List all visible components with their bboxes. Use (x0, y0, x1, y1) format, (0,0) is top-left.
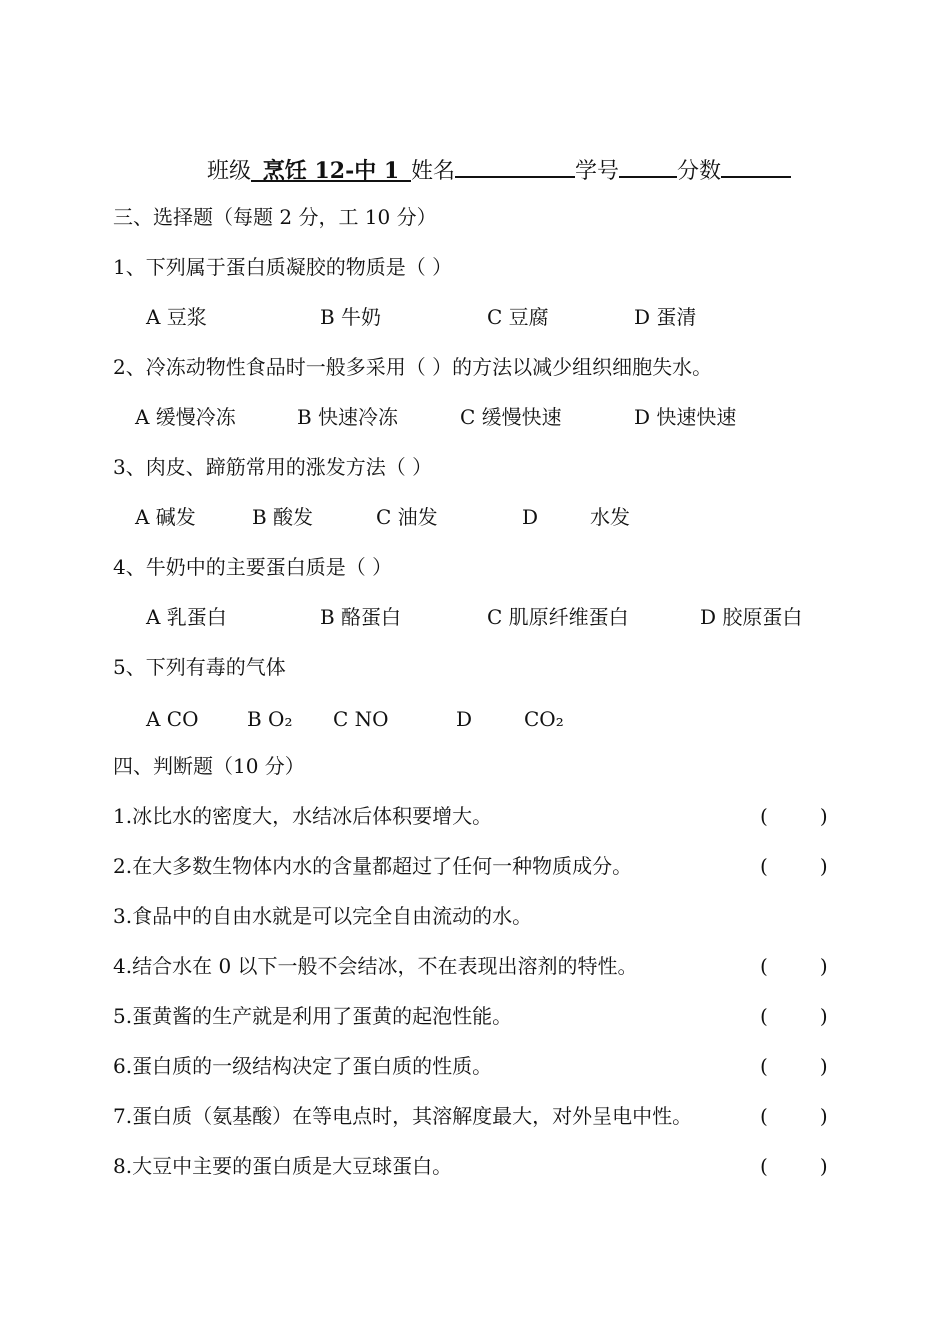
judge-item-7: 7.蛋白质（氨基酸）在等电点时，其溶解度最大，对外呈电中性。 (113, 1104, 693, 1128)
q2-option-d: D 快速快速 (634, 405, 737, 429)
q1-option-d: D 蛋清 (634, 305, 697, 329)
name-blank (455, 152, 575, 178)
question-1: 1、下列属于蛋白质凝胶的物质是（ ） (113, 255, 453, 279)
q2-option-c: C 缓慢快速 (460, 405, 562, 429)
q1-option-b: B 牛奶 (320, 305, 382, 329)
q3-option-a: A 碱发 (135, 505, 196, 529)
q5-option-b: B O₂ (247, 707, 293, 731)
judge-item-5-answer[interactable]: ( ) (760, 1004, 828, 1028)
judge-item-5: 5.蛋黄酱的生产就是利用了蛋黄的起泡性能。 (113, 1004, 513, 1028)
judge-item-2: 2.在大多数生物体内水的含量都超过了任何一种物质成分。 (113, 854, 633, 878)
student-id-blank (619, 152, 677, 178)
student-id-label: 学号 (575, 159, 620, 184)
question-2: 2、冷冻动物性食品时一般多采用（ ）的方法以减少组织细胞失水。 (113, 355, 713, 379)
section4-title: 四、判断题（10 分） (113, 754, 305, 778)
q4-option-d: D 胶原蛋白 (700, 605, 803, 629)
class-label: 班级 (207, 159, 252, 184)
judge-item-7-answer[interactable]: ( ) (760, 1104, 828, 1128)
q5-option-d-letter: D (456, 707, 473, 731)
q3-option-d-text: 水发 (590, 505, 630, 529)
q2-option-a: A 缓慢冷冻 (135, 405, 236, 429)
q1-option-c: C 豆腐 (487, 305, 549, 329)
q4-option-a: A 乳蛋白 (146, 605, 227, 629)
q5-option-c: C NO (333, 707, 389, 731)
judge-item-8: 8.大豆中主要的蛋白质是大豆球蛋白。 (113, 1154, 453, 1178)
question-3: 3、肉皮、蹄筋常用的涨发方法（ ） (113, 455, 433, 479)
score-blank (721, 152, 791, 178)
q3-option-b: B 酸发 (252, 505, 314, 529)
name-label: 姓名 (411, 159, 456, 184)
question-4: 4、牛奶中的主要蛋白质是（ ） (113, 555, 393, 579)
judge-item-1: 1.冰比水的密度大，水结冰后体积要增大。 (113, 804, 493, 828)
judge-item-6: 6.蛋白质的一级结构决定了蛋白质的性质。 (113, 1054, 493, 1078)
q3-option-d-letter: D (522, 505, 539, 529)
class-value: 烹饪 12-中 1 (251, 156, 411, 182)
q2-option-b: B 快速冷冻 (297, 405, 399, 429)
judge-item-1-answer[interactable]: ( ) (760, 804, 828, 828)
judge-item-2-answer[interactable]: ( ) (760, 854, 828, 878)
section3-title: 三、选择题（每题 2 分，工 10 分） (113, 205, 437, 229)
judge-item-4-answer[interactable]: ( ) (760, 954, 828, 978)
question-5: 5、下列有毒的气体 (113, 655, 286, 679)
q5-option-a: A CO (146, 707, 199, 731)
q5-option-d-text: CO₂ (524, 707, 564, 731)
q4-option-c: C 肌原纤维蛋白 (487, 605, 629, 629)
q3-option-c: C 油发 (376, 505, 438, 529)
judge-item-8-answer[interactable]: ( ) (760, 1154, 828, 1178)
judge-item-3: 3.食品中的自由水就是可以完全自由流动的水。 (113, 904, 533, 928)
judge-item-6-answer[interactable]: ( ) (760, 1054, 828, 1078)
score-label: 分数 (677, 159, 722, 184)
q1-option-a: A 豆浆 (146, 305, 207, 329)
q4-option-b: B 酪蛋白 (320, 605, 402, 629)
judge-item-4: 4.结合水在 0 以下一般不会结冰，不在表现出溶剂的特性。 (113, 954, 638, 978)
exam-header (207, 152, 791, 187)
